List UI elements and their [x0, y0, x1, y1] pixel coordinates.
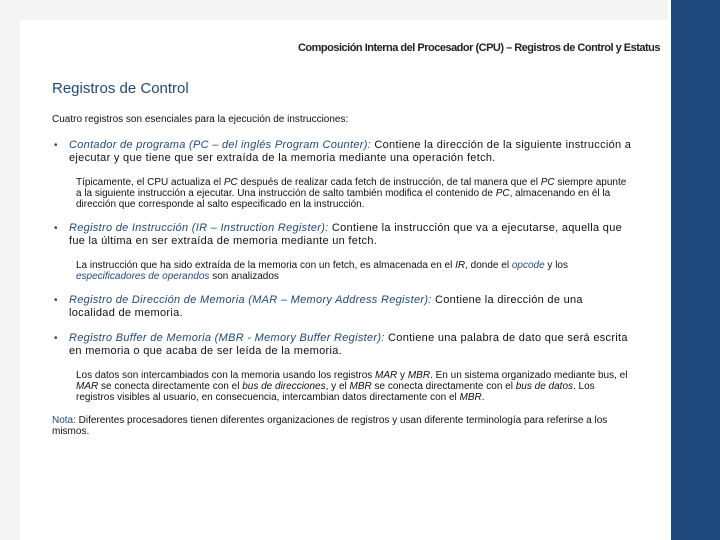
detail-pc-term: PC [540, 177, 555, 188]
detail-ir-specifiers: especificadores de operandos [76, 271, 210, 282]
detail-mbr-text: , y el [325, 381, 350, 392]
desc-mbr: Contiene una palabra de dato que será escrita en memoria o que acaba de ser leída de la memoria. [69, 332, 628, 357]
desc-pc: Contiene la dirección de la siguiente instrucción a ejecutar y que tiene que ser extraída de la memoria mediante una operación fetch. [69, 139, 632, 164]
detail-mbr-text: se conecta directamente con el [98, 381, 243, 392]
detail-mbr-text: . [481, 392, 485, 403]
frame-top-band [0, 0, 668, 20]
detail-pc-term: PC [495, 188, 510, 199]
footnote-label: Nota: [52, 415, 76, 426]
detail-pc-text: después de realizar cada fetch de instrucción, de tal manera que el [237, 177, 541, 188]
detail-mbr-text: Los datos son intercambiados con la memoria usando los registros [76, 370, 376, 381]
slide-title: Composición Interna del Procesador (CPU) – Registros de Control y Estatus [297, 42, 660, 54]
section-heading: Registros de Control [52, 80, 189, 97]
detail-mbr-term: MAR [375, 370, 398, 381]
detail-ir-text: son analizados [209, 271, 279, 282]
footnote [52, 415, 632, 437]
detail-ir-term: IR [455, 260, 466, 271]
detail-mbr-term: MBR [407, 370, 431, 381]
detail-pc [52, 177, 632, 210]
detail-ir-opcode: opcode [511, 260, 545, 271]
detail-mbr-text: se conecta directamente con el [371, 381, 516, 392]
detail-ir-text: , donde el [465, 260, 512, 271]
bullet-glyph: • [54, 333, 58, 344]
term-mbr: Registro Buffer de Memoria (MBR - Memory Buffer Register): [69, 332, 385, 344]
footnote-text: Diferentes procesadores tienen diferentes organizaciones de registros y usan diferente terminología para referirse a los mismos. [52, 415, 608, 437]
desc-mar: Contiene la dirección de una localidad de memoria. [69, 294, 583, 319]
detail-ir [52, 260, 632, 282]
detail-pc-term: PC [223, 177, 238, 188]
bullet-glyph: • [54, 140, 58, 151]
bullet-glyph: • [54, 295, 58, 306]
detail-pc-text: , almacenando en él la dirección que corresponde al salto especificado en la instrucción. [76, 188, 611, 210]
detail-mbr-text: . En un sistema organizado mediante bus, el [430, 370, 628, 381]
detail-pc-text: Típicamente, el CPU actualiza el [76, 177, 224, 188]
detail-mbr-term: bus de direcciones [242, 381, 326, 392]
term-pc: Contador de programa (PC – del inglés Program Counter): [69, 139, 372, 151]
desc-ir: Contiene la instrucción que va a ejecutarse, aquella que fue la última en ser extraída de memoria mediante un fetch. [69, 222, 623, 247]
term-ir: Registro de Instrucción (IR – Instruction Register): [69, 222, 329, 234]
detail-pc-text: siempre apunte a la siguiente instrucción a ejecutar. Una instrucción de salto también modifica el contenido de [76, 177, 627, 199]
detail-mbr-text: . Los registros visibles al usuario, en consecuencia, intercambian datos directamente con el [76, 381, 595, 403]
detail-mbr [52, 370, 632, 403]
bullet-glyph: • [54, 223, 58, 234]
bullet-ir [52, 222, 632, 248]
intro-text: Cuatro registros son esenciales para la ejecución de instrucciones: [52, 114, 349, 125]
detail-mbr-text: y [397, 370, 408, 381]
slide-body [52, 114, 632, 447]
bullet-mar [52, 294, 632, 320]
frame-left-band [0, 0, 20, 540]
detail-mbr-term: MBR [459, 392, 482, 403]
bullet-mbr [52, 332, 632, 358]
detail-mbr-term: MAR [76, 381, 99, 392]
right-accent-bar [668, 0, 720, 540]
accent-bar-rule [668, 0, 671, 540]
detail-ir-text: La instrucción que ha sido extraída de la memoria con un fetch, es almacenada en el [76, 260, 456, 271]
detail-mbr-term: bus de datos [515, 381, 573, 392]
term-mar: Registro de Dirección de Memoria (MAR – Memory Address Register): [69, 294, 432, 306]
detail-mbr-term: MBR [349, 381, 372, 392]
bullet-pc [52, 139, 632, 165]
detail-ir-text: y los [544, 260, 568, 271]
